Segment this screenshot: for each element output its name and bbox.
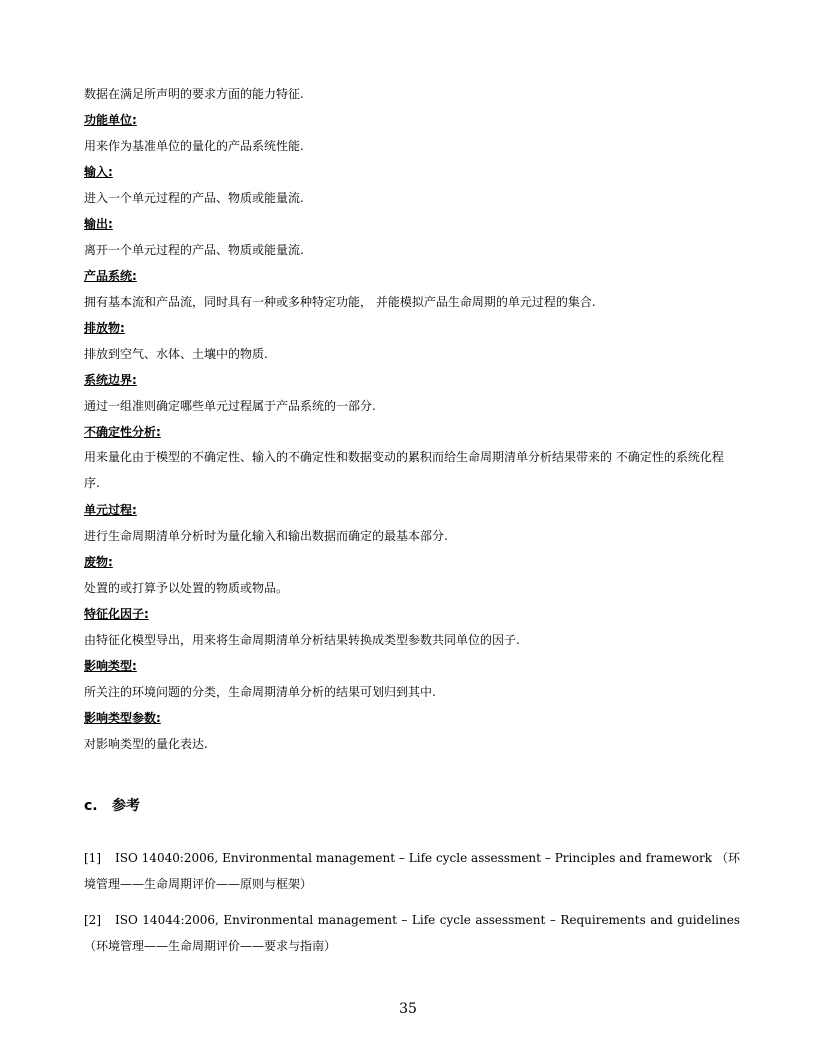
term-heading bbox=[84, 502, 137, 518]
definition-text: 由特征化模型导出，用来将生命周期清单分析结果转换成类型参数共同单位的因子. bbox=[84, 633, 520, 647]
term-heading bbox=[84, 372, 137, 388]
reference-text: ISO 14040:2006, Environmental management – Life cycle assessment – Principles and framework （环境管理——生命周期评价——原则与框架） bbox=[84, 851, 740, 891]
term-heading bbox=[84, 268, 137, 284]
term-label: 影响类型参数: bbox=[84, 711, 161, 725]
section-number: c. bbox=[84, 798, 98, 814]
definition-text: 对影响类型的量化表达. bbox=[84, 737, 208, 751]
term-heading bbox=[84, 112, 137, 128]
reference-index: [1] bbox=[84, 851, 101, 865]
term-heading bbox=[84, 658, 137, 674]
term-label: 单元过程: bbox=[84, 503, 137, 517]
term-heading bbox=[84, 424, 161, 440]
reference-index: [2] bbox=[84, 913, 101, 927]
term-label: 废物: bbox=[84, 555, 113, 569]
term-label: 输出: bbox=[84, 217, 113, 231]
term-heading bbox=[84, 554, 113, 570]
term-heading bbox=[84, 710, 161, 726]
term-label: 输入: bbox=[84, 165, 113, 179]
definition-text: 进行生命周期清单分析时为量化输入和输出数据而确定的最基本部分. bbox=[84, 529, 448, 543]
definition-text: 排放到空气、水体、土壤中的物质. bbox=[84, 347, 268, 361]
definition-text: 数据在满足所声明的要求方面的能力特征. bbox=[84, 87, 304, 101]
page-number: 35 bbox=[399, 1001, 417, 1017]
definition-text: 拥有基本流和产品流，同时具有一种或多种特定功能， 并能模拟产品生命周期的单元过程的集合. bbox=[84, 295, 596, 309]
section-title: 参考 bbox=[112, 798, 140, 814]
definition-text: 进入一个单元过程的产品、物质或能量流. bbox=[84, 191, 304, 205]
term-label: 功能单位: bbox=[84, 113, 137, 127]
definition-text: 离开一个单元过程的产品、物质或能量流. bbox=[84, 243, 304, 257]
term-label: 不确定性分析: bbox=[84, 425, 161, 439]
definition-text: 用来量化由于模型的不确定性、输入的不确定性和数据变动的累积而给生命周期清单分析结果带来的 不确定性的系统化程序. bbox=[84, 450, 724, 490]
term-heading bbox=[84, 320, 125, 336]
term-heading bbox=[84, 606, 149, 622]
definition-text: 通过一组准则确定哪些单元过程属于产品系统的一部分. bbox=[84, 399, 376, 413]
term-label: 产品系统: bbox=[84, 269, 137, 283]
term-label: 排放物: bbox=[84, 321, 125, 335]
term-label: 特征化因子: bbox=[84, 607, 149, 621]
term-heading bbox=[84, 164, 113, 180]
definition-text: 用来作为基准单位的量化的产品系统性能. bbox=[84, 139, 304, 153]
reference-item bbox=[84, 845, 740, 897]
reference-text: ISO 14044:2006, Environmental management – Life cycle assessment – Requirements and guidelines （环境管理——生命周期评价——要求与指南） bbox=[84, 913, 740, 953]
term-label: 系统边界: bbox=[84, 373, 137, 387]
section-heading bbox=[84, 795, 140, 815]
definition-text: 处置的或打算予以处置的物质或物品。 bbox=[84, 581, 289, 595]
definition-text: 所关注的环境问题的分类，生命周期清单分析的结果可划归到其中. bbox=[84, 685, 436, 699]
term-heading bbox=[84, 216, 113, 232]
term-label: 影响类型: bbox=[84, 659, 137, 673]
reference-item bbox=[84, 907, 740, 959]
